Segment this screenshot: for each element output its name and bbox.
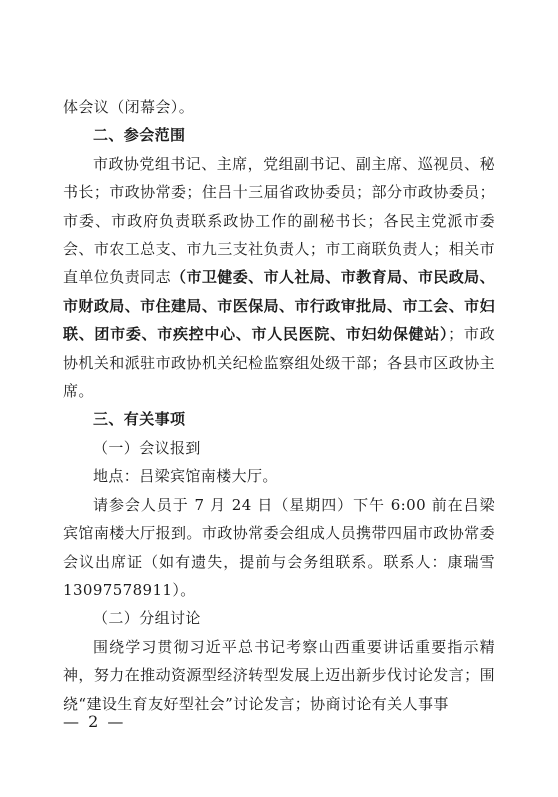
paragraph-location: 地点：吕梁宾馆南楼大厅。 xyxy=(93,467,278,486)
paragraph-participants xyxy=(63,150,495,406)
participants-text-a: 市政协党组书记、主席，党组副书记、副主席、巡视员、秘书长；市政协常委；住吕十三届省政协委员；部分市政协委员；市委、市政府负责联系政协工作的副秘书长；各民主党派市委会、市农工总支、市九三支社负责人；市工商联负责人；相关市直单位负责同志 xyxy=(63,154,495,287)
paragraph-discussion: 围绕学习贯彻习近平总书记考察山西重要讲话重要指示精神，努力在推动资源型经济转型发展上迈出新步伐讨论发言；围绕“建设生育友好型社会”讨论发言；协商讨论有关人事事 xyxy=(63,637,495,713)
subheading-registration: （一）会议报到 xyxy=(93,438,201,457)
document-body xyxy=(63,93,511,718)
section-heading-matters: 三、有关事项 xyxy=(93,410,186,429)
subheading-group-discussion: （二）分组讨论 xyxy=(93,609,201,628)
paragraph-registration: 请参会人员于 7 月 24 日（星期四）下午 6:00 前在吕梁宾馆南楼大厅报到。市政协常委会组成人员携带四届市政协常委会议出席证（如有遗失，提前与会务组联系。联系人：康瑞雪 13097578911）。 xyxy=(63,495,511,599)
participants-units-bold: （市卫健委、市人社局、市教育局、市民政局、市财政局、市住建局、市医保局、市行政审批局、市工会、市妇联、团市委、市疾控中心、市人民医院、市妇幼保健站） xyxy=(63,268,495,344)
section-heading-participants: 二、参会范围 xyxy=(93,126,186,145)
paragraph-continuation: 体会议（闭幕会）。 xyxy=(63,98,195,116)
page-number: — 2 — xyxy=(63,712,126,731)
participants-text-c: ；市政协机关和派驻市政协机关纪检监察组处级干部；各县市区政协主席。 xyxy=(63,325,495,401)
